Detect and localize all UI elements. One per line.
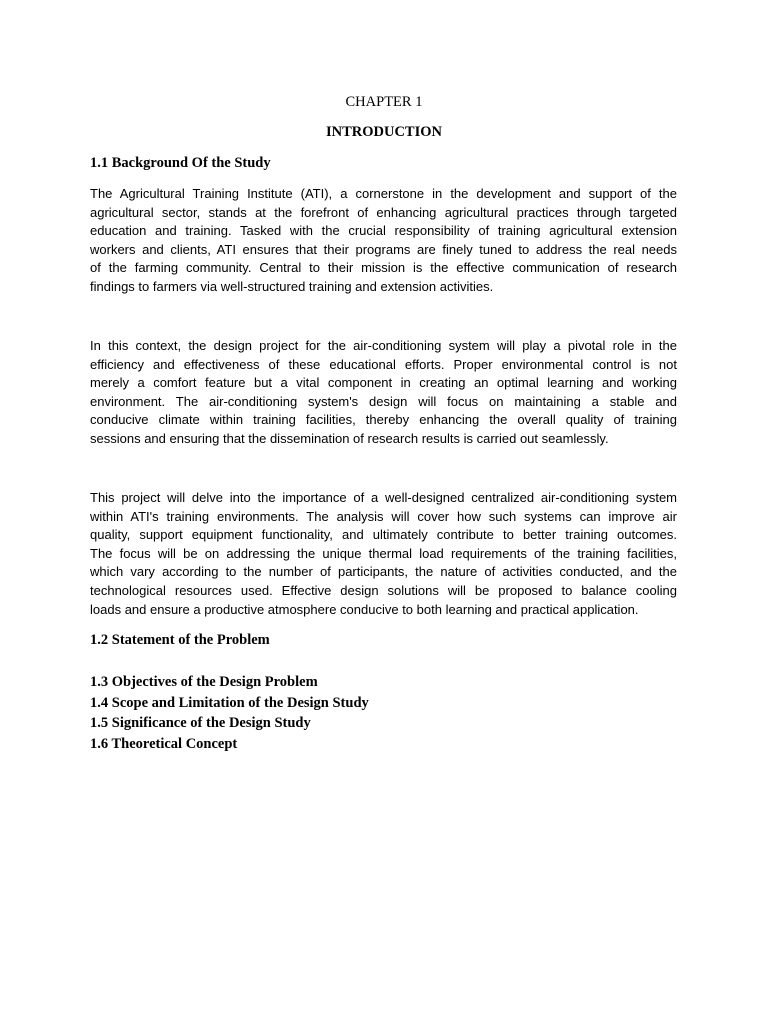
- section-1-2-heading: 1.2 Statement of the Problem: [90, 632, 270, 648]
- paragraph-line: The focus will be on addressing the unique thermal load requirements of the training facilities,: [90, 545, 677, 561]
- paragraph-line: environment. The air-conditioning system's design will focus on maintaining a stable and: [90, 393, 677, 409]
- paragraph-line: In this context, the design project for the air-conditioning system will play a pivotal role in the: [90, 338, 677, 353]
- section-1-6-heading: 1.6 Theoretical Concept: [90, 736, 238, 753]
- paragraph-line: merely a comfort feature but a vital component in creating an optimal learning and working: [90, 375, 677, 391]
- paragraph-line: which vary according to the number of participants, the nature of activities conducted, and the: [90, 564, 677, 580]
- section-1-4-heading: 1.4 Scope and Limitation of the Design Study: [90, 694, 369, 711]
- section-1-5-heading: 1.5 Significance of the Design Study: [90, 715, 311, 732]
- chapter-title: INTRODUCTION: [325, 124, 442, 140]
- section-1-3-heading: 1.3 Objectives of the Design Problem: [90, 674, 318, 690]
- paragraph-line: of the farming community. Central to their mission is the effective communication of research: [90, 260, 677, 276]
- paragraph-line: sessions and ensuring that the dissemination of research results is carried out seamlessly.: [90, 430, 609, 446]
- chapter-label: CHAPTER 1: [345, 94, 423, 110]
- paragraph-line: efficiency and effectiveness of these educational efforts. Proper environmental control is not: [90, 356, 677, 372]
- paragraph-line: education and training. Tasked with the crucial responsibility of training agricultural extension: [90, 223, 677, 239]
- paragraph-line: loads and ensure a productive atmosphere conducive to both learning and practical application.: [90, 601, 639, 617]
- paragraph-line: The Agricultural Training Institute (ATI), a cornerstone in the development and support of the: [90, 186, 677, 201]
- section-heading-list: [90, 672, 369, 755]
- paragraph-line: quality, support equipment functionality, and ultimately contribute to better training outcomes.: [90, 527, 677, 543]
- section-1-1-heading: 1.1 Background Of the Study: [90, 155, 271, 171]
- paragraph-line: technological resources used. Effective design solutions will be proposed to balance cooling: [90, 582, 677, 598]
- paragraph-line: conducive climate within training facilities, thereby enhancing the overall quality of training: [90, 412, 677, 428]
- paragraph-background-1: [90, 185, 677, 297]
- paragraph-line: workers and clients, ATI ensures that their programs are finely tuned to address the real needs: [90, 241, 677, 257]
- paragraph-line: agricultural sector, stands at the forefront of enhancing agricultural practices through targeted: [90, 204, 677, 220]
- paragraph-background-3: [90, 489, 677, 619]
- paragraph-line: within ATI's training environments. The analysis will cover how such systems can improve air: [90, 508, 677, 524]
- paragraph-background-2: [90, 337, 677, 449]
- paragraph-line: This project will delve into the importance of a well-designed centralized air-conditioning system: [90, 490, 677, 505]
- paragraph-line: findings to farmers via well-structured training and extension activities.: [90, 278, 494, 294]
